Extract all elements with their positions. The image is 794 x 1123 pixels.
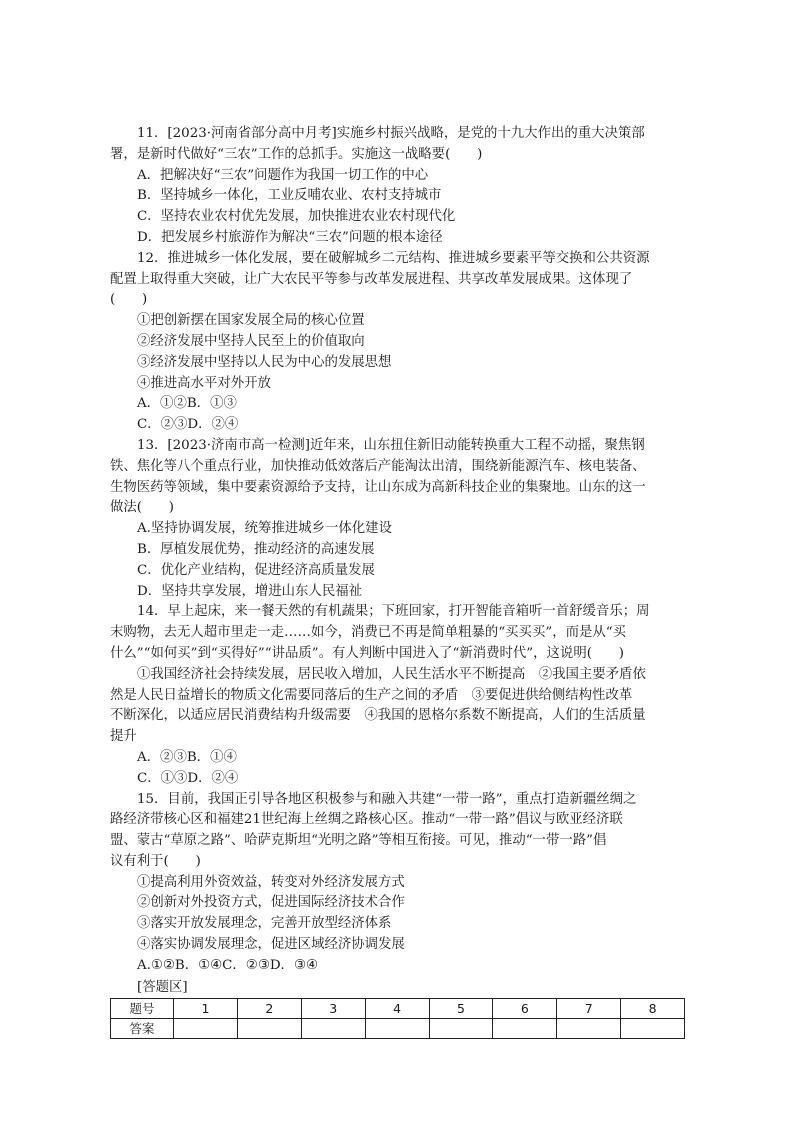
- option-b: B．坚持城乡一体化，工业反哺农业、农村支持城市: [137, 188, 442, 204]
- option-line: A．②③B．①④: [137, 749, 237, 765]
- statement-item: ②创新对外投资方式，促进国际经济技术合作: [137, 895, 405, 911]
- question-stem-line: 盟、蒙古“草原之路”、哈萨克斯坦“光明之路”等相互衔接。可见，推动“一带一路”倡: [110, 833, 607, 849]
- statement-item: ①把创新摆在国家发展全局的核心位置: [137, 313, 365, 329]
- statement-line: ①我国经济社会持续发展，居民收入增加，人民生活水平不断提高 ②我国主要矛盾依: [137, 666, 646, 682]
- option-d: D．坚持共享发展，增进山东人民福祉: [137, 583, 362, 599]
- answer-cell[interactable]: [365, 1018, 429, 1038]
- answer-area-title: [答题区]: [137, 979, 188, 995]
- question-number-cell: 6: [493, 998, 557, 1018]
- row-label-answer: 答案: [111, 1018, 174, 1038]
- statement-item: ②经济发展中坚持人民至上的价值取向: [137, 333, 365, 349]
- answer-cell[interactable]: [237, 1018, 301, 1038]
- option-c: C．坚持农业农村优先发展，加快推进农业农村现代化: [137, 209, 456, 225]
- question-stem-line: 路经济带核心区和福建21世纪海上丝绸之路核心区。推动“一带一路”倡议与欧亚经济联: [110, 812, 623, 828]
- question-stem-line: 署，是新时代做好“三农”工作的总抓手。实施这一战略要( ): [110, 146, 483, 162]
- question-14: [110, 602, 685, 789]
- question-number-cell: 2: [237, 998, 301, 1018]
- question-stem-line: 12．推进城乡一体化发展，要在破解城乡二元结构、推进城乡要素平等交换和公共资源: [137, 250, 650, 266]
- option-line: A．①②B．①③: [137, 396, 237, 412]
- question-stem-line: 议有利于( ): [110, 853, 201, 869]
- row-label-number: 题号: [111, 998, 174, 1018]
- question-number-cell: 1: [174, 998, 238, 1018]
- answer-cell[interactable]: [557, 1018, 621, 1038]
- question-number-cell: 5: [429, 998, 493, 1018]
- question-15: [110, 790, 685, 977]
- answer-cell[interactable]: [301, 1018, 365, 1038]
- statement-line: 不断深化，以适应居民消费结构升级需要 ④我国的恩格尔系数不断提高，人们的生活质量: [110, 708, 646, 724]
- question-number-cell: 4: [365, 998, 429, 1018]
- statement-item: ④落实协调发展理念，促进区域经济协调发展: [137, 937, 405, 953]
- statement-item: ④推进高水平对外开放: [137, 375, 271, 391]
- answer-table-number-row: [111, 998, 685, 1018]
- answer-cell[interactable]: [493, 1018, 557, 1038]
- statement-item: ③经济发展中坚持以人民为中心的发展思想: [137, 354, 392, 370]
- question-12: [110, 249, 685, 436]
- question-number-cell: 7: [557, 998, 621, 1018]
- statement-line: 然是人民日益增长的物质文化需要同落后的生产之间的矛盾 ③要促进供给侧结构性改革: [110, 687, 633, 703]
- statement-item: ①提高利用外资效益，转变对外经济发展方式: [137, 874, 405, 890]
- answer-cell[interactable]: [174, 1018, 238, 1038]
- answer-table: [110, 998, 685, 1039]
- question-number-cell: 3: [301, 998, 365, 1018]
- question-stem-line: 14．早上起床，来一餐天然的有机蔬果；下班回家，打开智能音箱听一首舒缓音乐；周: [137, 604, 650, 620]
- option-c: C．优化产业结构，促进经济高质量发展: [137, 562, 375, 578]
- option-line: C．①③D．②④: [137, 770, 239, 786]
- answer-table-answer-row: [111, 1018, 685, 1038]
- statement-item: ③落实开放发展理念，完善开放型经济体系: [137, 916, 392, 932]
- question-stem-line: 做法( ): [110, 500, 175, 516]
- question-stem-line: 末购物，去无人超市里走一走……如今，消费已不再是简单粗暴的“买买买”，而是从“买: [110, 625, 626, 641]
- option-line: C．②③D．②④: [137, 417, 239, 433]
- question-stem-line: 生物医药等领域，集中要素资源给予支持，让山东成为高新科技企业的集聚地。山东的这一: [110, 479, 646, 495]
- question-stem-line: 铁、焦化等八个重点行业，加快推动低效落后产能淘汰出清，围绕新能源汽车、核电装备、: [110, 458, 646, 474]
- question-stem-line: 15．目前，我国正引导各地区积极参与和融入共建“一带一路”，重点打造新疆丝绸之: [137, 791, 637, 807]
- statement-line: 提升: [110, 729, 137, 745]
- question-stem-line: 11．[2023·河南省部分高中月考]实施乡村振兴战略，是党的十九大作出的重大决策部: [137, 126, 645, 141]
- answer-cell[interactable]: [429, 1018, 493, 1038]
- option-a: A．把解决好“三农”问题作为我国一切工作的中心: [137, 167, 429, 183]
- question-stem-line: ( ): [110, 292, 148, 308]
- question-stem-line: 什么”“如何买”到“买得好”“讲品质”。有人判断中国进入了“新消费时代”，这说明( ): [110, 645, 624, 661]
- option-a: A.坚持协调发展，统筹推进城乡一体化建设: [137, 521, 392, 537]
- document-body: [110, 124, 685, 1039]
- option-b: B．厚植发展优势，推动经济的高速发展: [137, 541, 375, 557]
- option-d: D．把发展乡村旅游作为解决“三农”问题的根本途径: [137, 229, 443, 245]
- question-stem-line: 13．[2023·济南市高一检测]近年来，山东扭住新旧动能转换重大工程不动摇，聚焦钢: [137, 437, 645, 453]
- option-line: A.①②B．①④C．②③D．③④: [137, 957, 318, 973]
- question-number-cell: 8: [621, 998, 685, 1018]
- question-stem-line: 配置上取得重大突破，让广大农民平等参与改革发展进程、共享改革发展成果。这体现了: [110, 271, 633, 287]
- question-13: [110, 436, 685, 602]
- answer-cell[interactable]: [621, 1018, 685, 1038]
- question-11: [110, 124, 685, 249]
